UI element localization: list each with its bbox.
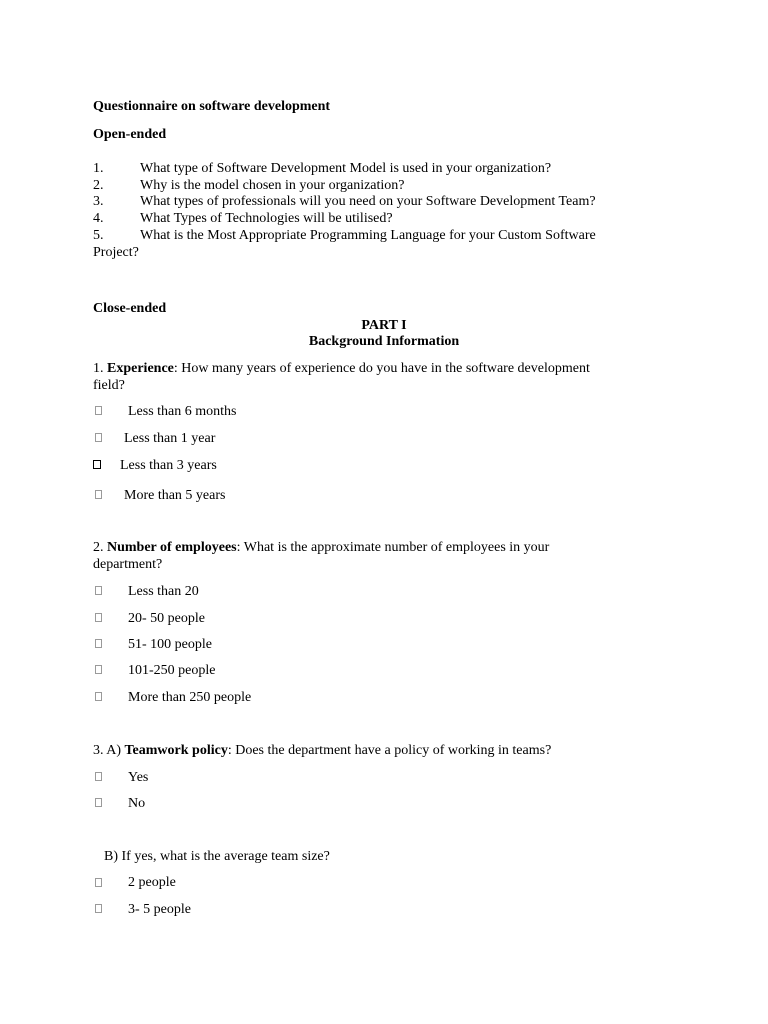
checkbox[interactable] xyxy=(95,433,102,442)
question-text: : What is the approximate number of employees in your xyxy=(236,540,550,555)
list-item-text: Why is the model chosen in your organization? xyxy=(140,178,405,193)
list-item-continuation: Project? xyxy=(93,245,139,260)
open-ended-heading: Open-ended xyxy=(93,127,167,142)
question-2 xyxy=(93,539,549,556)
question-label: Experience xyxy=(107,361,174,376)
option-label: More than 5 years xyxy=(124,488,226,503)
question-1-continuation: field? xyxy=(93,378,125,393)
list-item-number: 2. xyxy=(93,178,104,193)
option-label: 101-250 people xyxy=(128,663,216,678)
question-label: Teamwork policy xyxy=(124,743,228,758)
checkbox[interactable] xyxy=(95,904,102,913)
checkbox[interactable] xyxy=(95,586,102,595)
question-3b: B) If yes, what is the average team size? xyxy=(104,849,330,864)
close-ended-heading: Close-ended xyxy=(93,301,167,316)
option-label: 51- 100 people xyxy=(128,637,212,652)
option-label: Yes xyxy=(128,770,149,785)
checkbox[interactable] xyxy=(95,878,102,887)
option-label: Less than 20 xyxy=(128,584,199,599)
checkbox[interactable] xyxy=(93,460,101,469)
option-label: 3- 5 people xyxy=(128,902,191,917)
option-label: More than 250 people xyxy=(128,690,252,705)
option-label: 20- 50 people xyxy=(128,611,205,626)
checkbox[interactable] xyxy=(95,692,102,701)
list-item-text: What is the Most Appropriate Programming Language for your Custom Software xyxy=(140,228,596,243)
list-item-number: 4. xyxy=(93,211,104,226)
list-item-number: 5. xyxy=(93,228,104,243)
part-subtitle: Background Information xyxy=(308,334,460,349)
question-number: 2. xyxy=(93,540,107,555)
list-item-number: 3. xyxy=(93,194,104,209)
question-text: : Does the department have a policy of working in teams? xyxy=(227,743,552,758)
checkbox[interactable] xyxy=(95,665,102,674)
checkbox[interactable] xyxy=(95,639,102,648)
question-number: 1. xyxy=(93,361,107,376)
question-3a xyxy=(93,742,551,759)
option-label: Less than 1 year xyxy=(124,431,216,446)
list-item-text: What type of Software Development Model is used in your organization? xyxy=(140,161,552,176)
question-2-continuation: department? xyxy=(93,557,163,572)
option-label: Less than 6 months xyxy=(128,404,237,419)
question-1 xyxy=(93,360,590,377)
option-label: Less than 3 years xyxy=(120,458,217,473)
option-label: 2 people xyxy=(128,875,176,890)
part-heading: PART I xyxy=(361,318,407,333)
list-item-text: What types of professionals will you need on your Software Development Team? xyxy=(140,194,596,209)
option-label: No xyxy=(128,796,146,811)
checkbox[interactable] xyxy=(95,613,102,622)
checkbox[interactable] xyxy=(95,490,102,499)
question-number: 3. A) xyxy=(93,743,125,758)
question-label: Number of employees xyxy=(107,540,237,555)
checkbox[interactable] xyxy=(95,798,102,807)
checkbox[interactable] xyxy=(95,406,102,415)
document-title: Questionnaire on software development xyxy=(93,99,331,114)
list-item-text: What Types of Technologies will be utilised? xyxy=(140,211,393,226)
checkbox[interactable] xyxy=(95,772,102,781)
list-item-number: 1. xyxy=(93,161,104,176)
question-text: : How many years of experience do you have in the software development xyxy=(173,361,590,376)
